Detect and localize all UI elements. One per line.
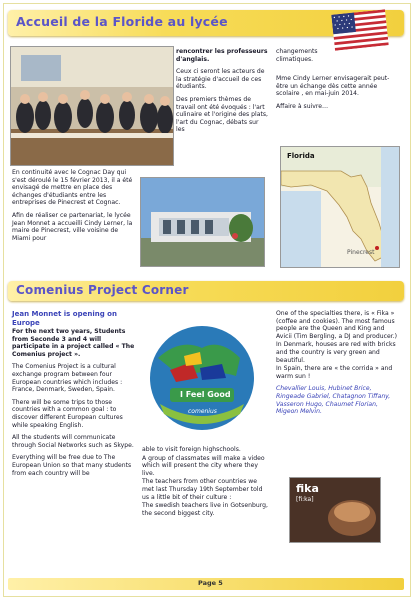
section-header-comenius <box>8 281 404 301</box>
page-footer <box>8 578 404 590</box>
paragraph: The swedish teachers live in Gotsenburg, the second biggest city. <box>142 502 268 517</box>
paragraph: There will be some trips to those countries with a common goal : to discover different European cultures while speaking English. <box>12 398 123 429</box>
comenius-col1 <box>12 310 136 482</box>
paragraph: Des premiers thèmes de travail ont été évoqués : l'art culinaire et l'origine des plats, l'art du Cognac, débats sur les <box>176 95 268 134</box>
fika-title: fika <box>296 482 319 495</box>
paragraph: For the next two years, Students from Seconde 3 and 4 will participate in a project called « The Comenius project ». <box>12 328 135 358</box>
paragraph: In Spain, there are « the corrida » and warm sun ! <box>276 365 393 380</box>
us-flag-image <box>331 9 388 50</box>
paragraph: One of the specialties there, is « Fika » (coffee and cookies). The most famous people are the Queen and King and Avicii (Tim Bergling, a DJ and producer.) <box>276 310 398 340</box>
florida-map <box>280 146 400 268</box>
comenius-col2 <box>142 446 270 522</box>
paragraph: A group of classmates will make a video which will present the city where they live. <box>142 454 265 477</box>
comenius-globe-image <box>140 318 263 438</box>
article-heading: Jean Monnet is opening on Europe <box>12 310 117 327</box>
floride-col1 <box>12 169 136 247</box>
paragraph: Everything will be free due to The European Union so that many students from each country will be <box>12 454 132 477</box>
paragraph: En continuité avec le Cognac Day qui s'est déroulé le 15 février 2013, il a été envisagé de mettre en place des échanges d'étudiants entre les entreprises de Pinecrest et Cognac. <box>12 169 133 207</box>
paragraph: Mme Cindy Lerner envisagerait peut-être un échange dès cette année scolaire , en mai-juin 2014. <box>276 75 390 98</box>
paragraph: The Comenius Project is a cultural exchange program between four European countries which includes : France, Denmark, Sweden, Spain. <box>12 363 123 394</box>
floride-col3 <box>276 48 334 68</box>
map-label: Florida <box>287 152 315 160</box>
paragraph: changements climatiques. <box>276 48 318 63</box>
paragraph: Afin de réaliser ce partenariat, le lycée Jean Monnet a accueilli Cindy Lerner, la maire de Pinecrest, ville voisine de Miami pour <box>12 211 133 242</box>
globe-subtext: comenius <box>188 408 217 415</box>
paragraph: able to visit foreign highschools. <box>142 446 241 453</box>
paragraph: In Denmark, houses are red with bricks and the country is very green and beautiful. <box>276 341 396 364</box>
author-signature: Chevallier Louis, Hubinet Brice, Ringeade Gabriel, Chatagnon Tiffany, Vasseron Hugo, Chaumet Florian, Migeon Melvin. <box>276 385 391 416</box>
page-number: Page 5 <box>198 579 223 587</box>
meeting-photo <box>10 46 174 166</box>
section-title: Comenius Project Corner <box>16 283 189 297</box>
map-city-label: Pinecrest <box>347 249 375 256</box>
school-building-photo <box>140 177 265 267</box>
floride-col2 <box>176 48 268 139</box>
section-title: Accueil de la Floride au lycée <box>16 14 228 29</box>
paragraph: The teachers from other countries we met last Thursday 19th September told us a little bit of their culture : <box>142 478 263 501</box>
floride-col3b <box>276 75 396 115</box>
paragraph: Affaire à suivre… <box>276 102 329 110</box>
paragraph: All the students will communicate through Social Networks such as Skype. <box>12 434 134 449</box>
fika-subtitle: [fi:ka] <box>296 496 314 503</box>
fika-photo <box>289 477 381 543</box>
comenius-col3 <box>276 310 398 421</box>
paragraph: rencontrer les professeurs d'anglais. <box>176 48 268 63</box>
paragraph: Ceux ci seront les acteurs de la stratégie d'accueil de ces étudiants. <box>176 68 265 91</box>
globe-text: I Feel Good <box>180 390 231 399</box>
